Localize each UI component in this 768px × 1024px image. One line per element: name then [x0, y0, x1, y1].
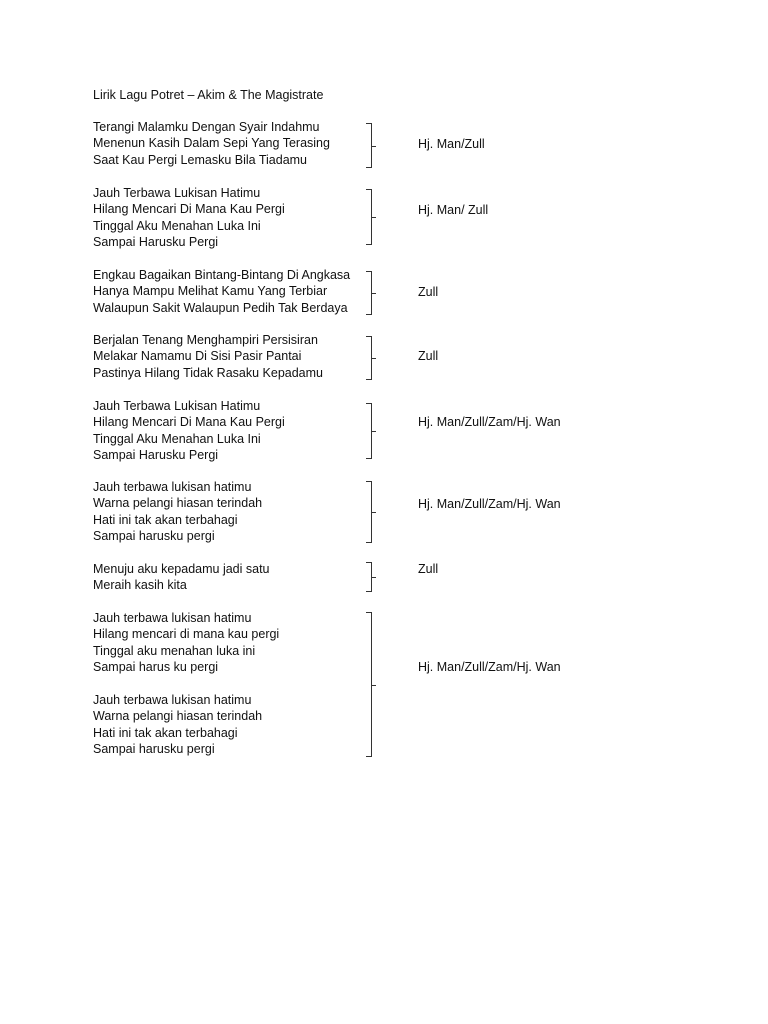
lyric-line: Jauh Terbawa Lukisan Hatimu: [93, 399, 261, 413]
lyric-line: Sampai harusku pergi: [93, 528, 215, 543]
stanza-2-singer: Hj. Man/ Zull: [418, 203, 489, 217]
stanza-6-singer: Hj. Man/Zull/Zam/Hj. Wan: [418, 497, 561, 511]
stanza-5-bracket: [366, 403, 372, 459]
lyric-line: Hilang mencari di mana kau pergi: [93, 627, 280, 642]
lyric-line: Jauh terbawa lukisan hatimu: [93, 611, 252, 625]
lyric-stanza-7: [93, 561, 270, 594]
lyric-line: Walaupun Sakit Walaupun Pedih Tak Berdaya: [93, 300, 348, 315]
lyric-stanza-8: [93, 610, 279, 675]
lyric-line: Engkau Bagaikan Bintang-Bintang Di Angkasa: [93, 268, 351, 282]
lyric-line: Jauh Terbawa Lukisan Hatimu: [93, 186, 261, 200]
lyric-line: Hati ini tak akan terbahagi: [93, 512, 238, 527]
lyric-line: Hilang Mencari Di Mana Kau Pergi: [93, 202, 285, 217]
lyric-line: Saat Kau Pergi Lemasku Bila Tiadamu: [93, 152, 308, 167]
stanza-3-singer: Zull: [418, 285, 439, 299]
lyric-line: Tinggal Aku Menahan Luka Ini: [93, 218, 261, 233]
lyric-stanza-1: [93, 119, 330, 168]
lyric-line: Berjalan Tenang Menghampiri Persisiran: [93, 333, 318, 347]
stanza-6-bracket: [366, 481, 372, 543]
lyric-line: Jauh terbawa lukisan hatimu: [93, 480, 252, 494]
stanza-3-bracket: [366, 271, 372, 315]
lyric-stanza-3: [93, 267, 350, 316]
lyric-line: Hilang Mencari Di Mana Kau Pergi: [93, 415, 285, 430]
lyric-line: Terangi Malamku Dengan Syair Indahmu: [93, 120, 320, 134]
lyric-line: Warna pelangi hiasan terindah: [93, 709, 263, 724]
lyric-stanza-6: [93, 479, 262, 544]
lyric-line: Menuju aku kepadamu jadi satu: [93, 562, 270, 576]
stanza-8-9-bracket: [366, 612, 372, 757]
lyric-line: Warna pelangi hiasan terindah: [93, 496, 263, 511]
lyric-line: Menenun Kasih Dalam Sepi Yang Terasing: [93, 136, 330, 151]
stanza-1-singer: Hj. Man/Zull: [418, 137, 485, 151]
lyric-stanza-5: [93, 398, 285, 463]
lyric-line: Sampai Harusku Pergi: [93, 447, 219, 462]
lyric-line: Melakar Namamu Di Sisi Pasir Pantai: [93, 349, 302, 364]
stanza-2-bracket: [366, 189, 372, 245]
lyric-line: Sampai harusku pergi: [93, 741, 215, 756]
stanza-1-bracket: [366, 123, 372, 168]
lyric-line: Hati ini tak akan terbahagi: [93, 725, 238, 740]
lyric-stanza-9: [93, 692, 262, 757]
lyric-line: Tinggal Aku Menahan Luka Ini: [93, 431, 261, 446]
stanza-7-bracket: [366, 562, 372, 592]
stanza-4-bracket: [366, 336, 372, 380]
stanza-5-singer: Hj. Man/Zull/Zam/Hj. Wan: [418, 415, 561, 429]
lyric-line: Pastinya Hilang Tidak Rasaku Kepadamu: [93, 365, 323, 380]
lyric-stanza-2: [93, 185, 285, 250]
stanza-7-singer: Zull: [418, 562, 439, 576]
lyric-line: Hanya Mampu Melihat Kamu Yang Terbiar: [93, 284, 328, 299]
lyric-line: Jauh terbawa lukisan hatimu: [93, 693, 252, 707]
lyric-line: Sampai harus ku pergi: [93, 659, 219, 674]
document-title: Lirik Lagu Potret – Akim & The Magistrate: [93, 88, 324, 102]
lyric-stanza-4: [93, 332, 323, 381]
lyric-line: Meraih kasih kita: [93, 578, 187, 593]
stanza-4-singer: Zull: [418, 349, 439, 363]
lyric-line: Tinggal aku menahan luka ini: [93, 643, 256, 658]
lyric-line: Sampai Harusku Pergi: [93, 234, 219, 249]
stanza-8-9-singer: Hj. Man/Zull/Zam/Hj. Wan: [418, 660, 561, 674]
